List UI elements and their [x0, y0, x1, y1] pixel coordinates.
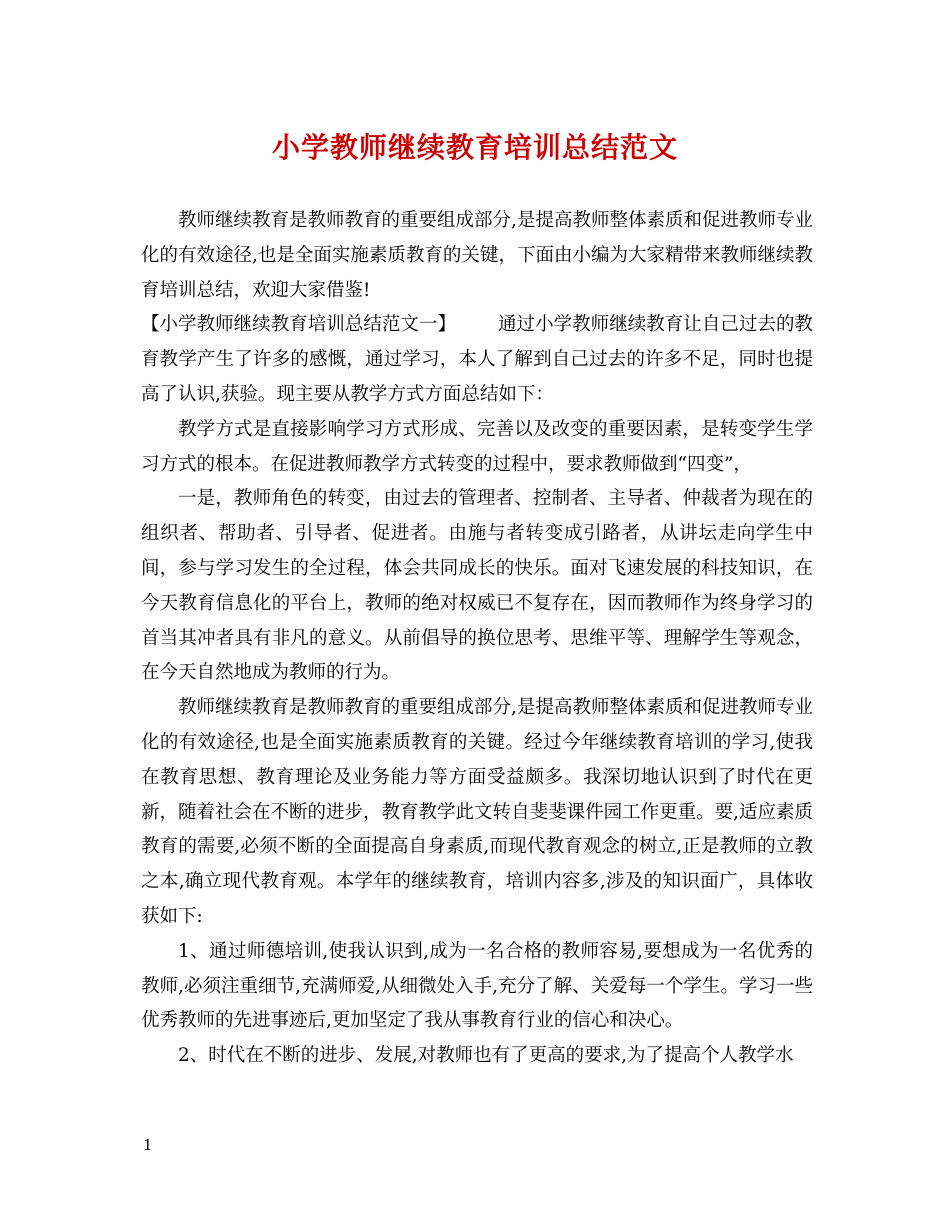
- document-body: [141, 204, 813, 1074]
- page-number: 1: [143, 1136, 153, 1154]
- document-title: 小学教师继续教育培训总结范文: [271, 131, 678, 164]
- paragraph-intro: 教师继续教育是教师教育的重要组成部分,是提高教师整体素质和促进教师专业化的有效途径,也是全面实施素质教育的关键，下面由小编为大家精带来教师继续教育培训总结，欢迎大家借鉴!: [141, 210, 813, 301]
- section-one-text: 通过小学教师继续教育让自己过去的教育教学产生了许多的感慨，通过学习，本人了解到自己过去的许多不足，同时也提高了认识,获验。现主要从教学方式方面总结如下：: [141, 314, 813, 405]
- paragraph-teaching-method: 教学方式是直接影响学习方式形成、完善以及改变的重要因素，是转变学生学习方式的根本。在促进教师教学方式转变的过程中，要求教师做到“四变”，: [141, 418, 813, 475]
- paragraph-point-two: 2、时代在不断的进步、发展,对教师也有了更高的要求,为了提高个人教学水: [178, 1045, 794, 1067]
- section-heading: 【小学教师继续教育培训总结范文一】: [141, 314, 457, 336]
- paragraph-role-change: 一是，教师角色的转变，由过去的管理者、控制者、主导者、仲裁者为现在的组织者、帮助者、引导者、促进者。由施与者转变成引路者，从讲坛走向学生中间，参与学习发生的全过程，体会共同成长的快乐。面对飞速发展的科技知识，在今天教育信息化的平台上，教师的绝对权威已不复存在，因而教师作为终身学习的首当其冲者具有非凡的意义。从前倡导的换位思考、思维平等、理解学生等观念，在今天自然地成为教师的行为。: [141, 488, 813, 684]
- paragraph-point-one: 1、通过师德培训,使我认识到,成为一名合格的教师容易,要想成为一名优秀的教师,必须注重细节,充满师爱,从细微处入手,充分了解、关爱每一个学生。学习一些优秀教师的先进事迹后,更加坚定了我从事教育行业的信心和决心。: [141, 940, 813, 1032]
- paragraph-continuing-education: 教师继续教育是教师教育的重要组成部分,是提高教师整体素质和促进教师专业化的有效途径,也是全面实施素质教育的关键。经过今年继续教育培训的学习,使我在教育思想、教育理论及业务能力等方面受益颇多。我深切地认识到了时代在更新，随着社会在不断的进步，教育教学此文转自斐斐课件园工作更重。要,适应素质教育的需要,必须不断的全面提高自身素质,而现代教育观念的树立,正是教师的立教之本,确立现代教育观。本学年的继续教育，培训内容多,涉及的知识面广，具体收获如下:: [141, 697, 813, 927]
- paragraph-section-one: [141, 308, 813, 412]
